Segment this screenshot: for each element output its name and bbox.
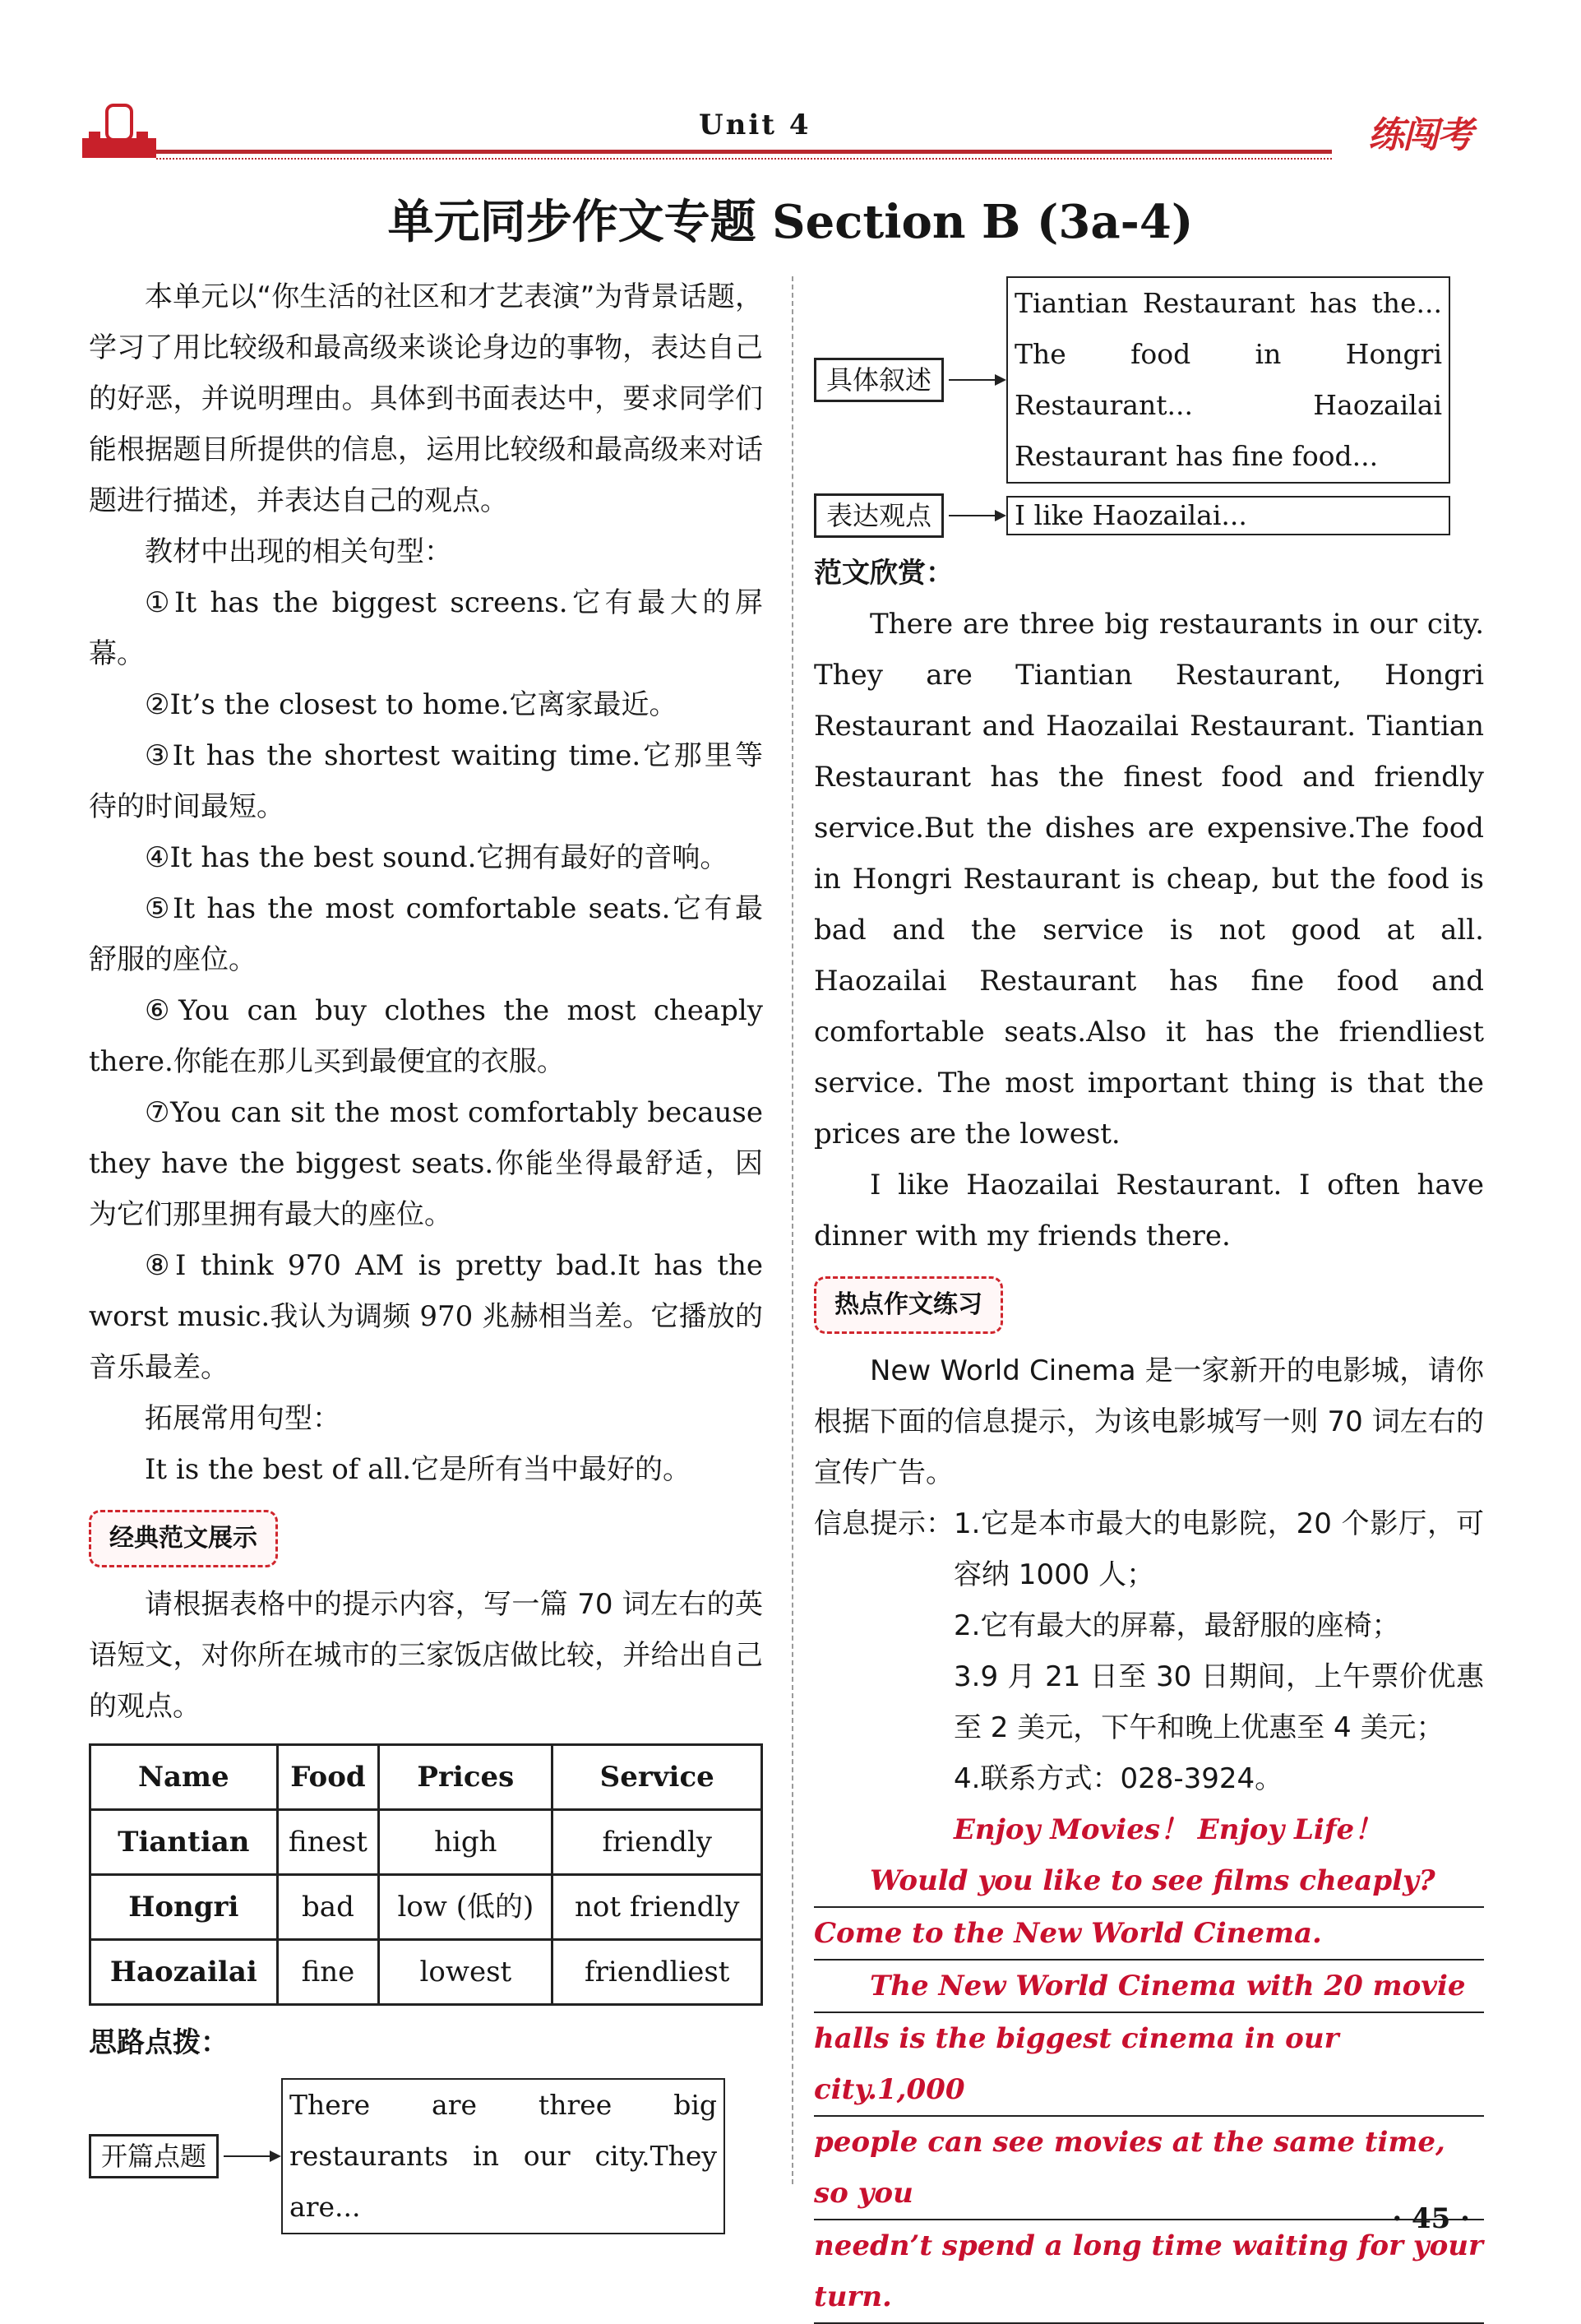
classic-example-badge: 经典范文展示 (89, 1510, 278, 1567)
table-cell: finest (277, 1810, 379, 1875)
thinking-heading: 思路点拨： (89, 2026, 229, 2059)
answer-line: Come to the New World Cinema. (814, 1908, 1484, 1961)
sentence-item: ⑤It has the most comfortable seats.它有最舒服的座位。 (89, 892, 763, 976)
flow-view (814, 493, 1484, 538)
table-header-cell: Name (90, 1745, 278, 1810)
extend-heading: 拓展常用句型： (145, 1402, 340, 1435)
table-cell: bad (277, 1875, 379, 1940)
sentence-item: ②It’s the closest to home.它离家最近。 (145, 688, 677, 721)
answer-line: Would you like to see films cheaply? (814, 1855, 1484, 1908)
page-number: · 45 · (1392, 2202, 1470, 2235)
table-cell: Haozailai (90, 1940, 278, 2005)
page-header (82, 99, 1472, 173)
flow-box: There are three big restaurants in our city.They are... (281, 2078, 725, 2234)
table-cell: friendliest (552, 1940, 762, 2005)
model-heading: 范文欣赏： (814, 557, 954, 590)
info-item: 3.9 月 21 日至 30 日期间，上午票价优惠至 2 美元，下午和晚上优惠至 4 美元； (954, 1660, 1484, 1744)
flow-open (89, 2078, 763, 2234)
flow-label: 具体叙述 (814, 358, 944, 402)
table-cell: friendly (552, 1810, 762, 1875)
hot-practice-badge: 热点作文练习 (814, 1276, 1003, 1334)
arrow-right-icon (219, 2146, 281, 2166)
table-row (90, 1940, 762, 2005)
info-label: 信息提示： (814, 1507, 954, 1540)
info-list (954, 1498, 1484, 1804)
model-paragraph: There are three big restaurants in our city. They are Tiantian Restaurant, Hongri Restaurant and Haozailai Restaurant. Tiantian Restaurant has the finest food and friendly service.But the dishes are expensive.The food in Hongri Restaurant is cheap, but the food is bad and the service is not good at all. Haozailai Restaurant has fine food and comfortable seats.Also it has the friendliest service. The most important thing is that the prices are the lowest. (814, 608, 1484, 1150)
flow-detail (814, 276, 1484, 484)
table-header-cell: Service (552, 1745, 762, 1810)
right-column (814, 271, 1484, 2324)
table-cell: Hongri (90, 1875, 278, 1940)
info-block (814, 1498, 1484, 1804)
column-divider (792, 276, 793, 2184)
table-header-cell: Prices (379, 1745, 552, 1810)
arrow-right-icon (944, 506, 1006, 525)
flow-box: I like Haozailai... (1006, 496, 1450, 535)
header-dotted-rule (156, 158, 1332, 160)
page-title: 单元同步作文专题 Section B (3a-4) (387, 195, 1194, 249)
table-cell: lowest (379, 1940, 552, 2005)
unit-title: Unit 4 (699, 109, 811, 141)
table-cell: high (379, 1810, 552, 1875)
sentences-heading: 教材中出现的相关句型： (145, 535, 452, 568)
answer-title: Enjoy Movies！ Enjoy Life！ (954, 1813, 1383, 1846)
extend-sentence: It is the best of all.它是所有当中最好的。 (145, 1453, 691, 1486)
table-cell: Tiantian (90, 1810, 278, 1875)
task-paragraph: 请根据表格中的提示内容，写一篇 70 词左右的英语短文，对你所在城市的三家饭店做比较，并给出自己的观点。 (89, 1588, 763, 1723)
info-item: 2.它有最大的屏幕，最舒服的座椅； (954, 1609, 1400, 1642)
header-rule (156, 150, 1332, 154)
answer-line: halls is the biggest cinema in our city.1,000 (814, 2013, 1484, 2117)
model-paragraph: I like Haozailai Restaurant. I often have dinner with my friends there. (814, 1169, 1484, 1252)
table-header-cell: Food (277, 1745, 379, 1810)
table-cell: not friendly (552, 1875, 762, 1940)
sentence-item: ③It has the shortest waiting time.它那里等待的时间最短。 (89, 739, 763, 823)
sentence-item: ①It has the biggest screens.它有最大的屏幕。 (89, 586, 763, 670)
table-cell: low (低的) (379, 1875, 552, 1940)
info-item: 4.联系方式：028-3924。 (954, 1762, 1283, 1795)
table-header-row (90, 1745, 762, 1810)
answer-line: people can see movies at the same time, so you (814, 2117, 1484, 2220)
flow-label: 开篇点题 (89, 2134, 219, 2178)
sentence-item: ⑥You can buy clothes the most cheaply there.你能在那儿买到最便宜的衣服。 (89, 994, 763, 1078)
table-row (90, 1810, 762, 1875)
answer-line: The New World Cinema with 20 movie (814, 1961, 1484, 2013)
intro-paragraph: 本单元以“你生活的社区和才艺表演”为背景话题，学习了用比较级和最高级来谈论身边的事物，表达自己的好恶，并说明理由。具体到书面表达中，要求同学们能根据题目所提供的信息，运用比较级和最高级来对话题进行描述，并表达自己的观点。 (89, 280, 763, 517)
table-row (90, 1875, 762, 1940)
restaurant-table (89, 1743, 763, 2006)
answer-line: needn’t spend a long time waiting for your turn. (814, 2220, 1484, 2324)
left-column (89, 271, 763, 2244)
info-item: 1.它是本市最大的电影院，20 个影厅，可容纳 1000 人； (954, 1507, 1484, 1591)
practice-paragraph: New World Cinema 是一家新开的电影城，请你根据下面的信息提示，为该电影城写一则 70 词左右的宣传广告。 (814, 1354, 1484, 1489)
table-cell: fine (277, 1940, 379, 2005)
arrow-right-icon (944, 370, 1006, 390)
flow-box: Tiantian Restaurant has the... The food in Hongri Restaurant... Haozailai Restaurant has fine food... (1006, 276, 1450, 484)
sentence-item: ⑦You can sit the most comfortably because they have the biggest seats.你能坐得最舒适，因为它们那里拥有最大的座位。 (89, 1096, 763, 1231)
flow-label: 表达观点 (814, 493, 944, 538)
brand-logo: 练闯考 (1368, 114, 1472, 156)
fist-logo-icon (82, 99, 156, 161)
sentence-item: ⑧I think 970 AM is pretty bad.It has the worst music.我认为调频 970 兆赫相当差。它播放的音乐最差。 (89, 1249, 763, 1384)
sentence-item: ④It has the best sound.它拥有最好的音响。 (145, 841, 728, 874)
